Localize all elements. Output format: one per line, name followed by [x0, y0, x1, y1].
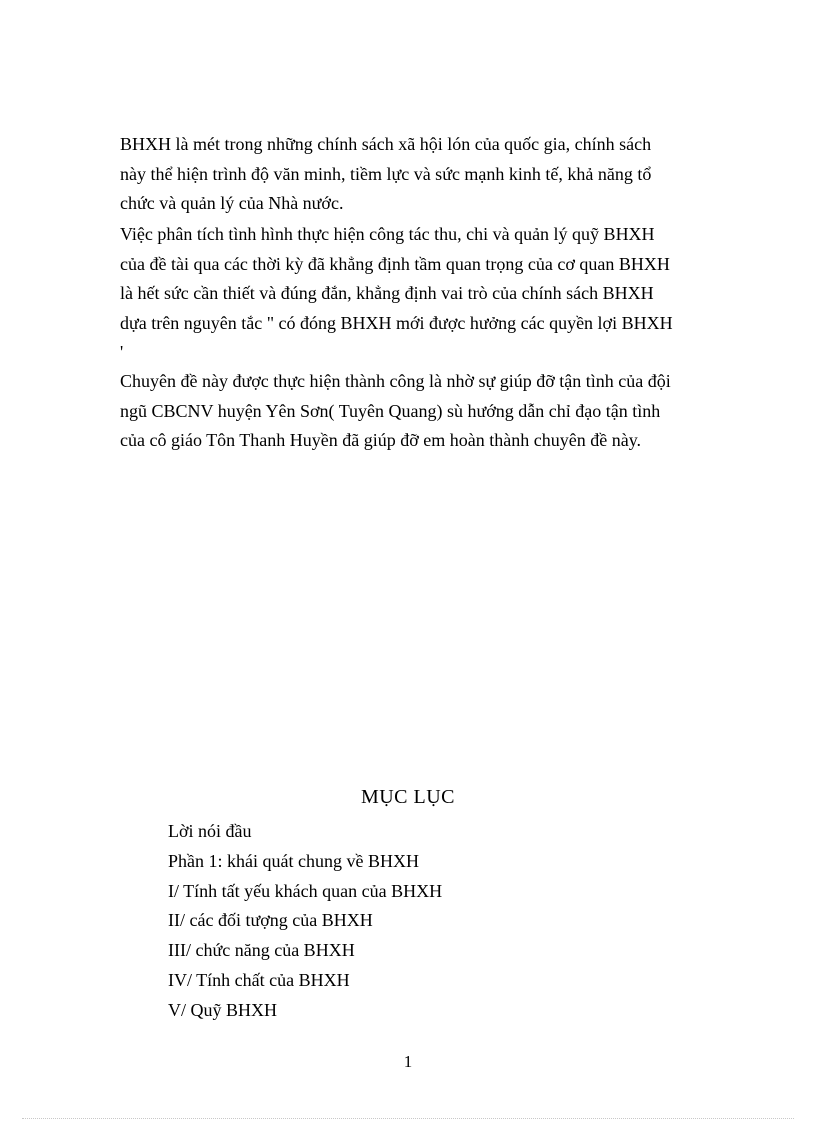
toc-heading: MỤC LỤC	[360, 786, 456, 808]
text-line: là hết sức cần thiết và đúng đắn, khẳng định vai trò của chính sách BHXH	[120, 283, 654, 303]
toc-item: IV/ Tính chất của BHXH	[168, 969, 350, 990]
text-line: của cô giáo Tôn Thanh Huyền đã giúp đỡ em hoàn thành chuyên đề này.	[120, 430, 642, 450]
table-of-contents	[168, 817, 442, 1026]
toc-item: Lời nói đầu	[168, 821, 252, 841]
page-bottom-border	[22, 1118, 794, 1119]
text-line: ngũ CBCNV huyện Yên Sơn( Tuyên Quang) sù hướng dẫn chỉ đạo tận tình	[120, 400, 661, 421]
text-line: của đề tài qua các thời kỳ đã khẳng định tầm quan trọng của cơ quan BHXH	[120, 253, 670, 274]
text-line: BHXH là mét trong những chính sách xã hội lón của quốc gia, chính sách	[120, 134, 652, 154]
toc-item: V/ Quỹ BHXH	[168, 999, 278, 1020]
text-line: '	[120, 342, 124, 362]
paragraph-acknowledgement	[120, 367, 720, 456]
text-line: Chuyên đề này được thực hiện thành công là nhờ sự giúp đỡ tận tình của đội	[120, 371, 671, 391]
text-line: Việc phân tích tình hình thực hiện công tác thu, chi và quản lý quỹ BHXH	[120, 224, 655, 244]
page-number: 1	[403, 1052, 413, 1071]
toc-item: I/ Tính tất yếu khách quan của BHXH	[168, 880, 443, 901]
text-line: chức và quản lý của Nhà nước.	[120, 193, 344, 213]
toc-item: II/ các đối tượng của BHXH	[168, 910, 373, 931]
toc-item: Phần 1: khái quát chung về BHXH	[168, 850, 419, 871]
toc-item: III/ chức năng của BHXH	[168, 940, 355, 961]
text-line: dựa trên nguyên tắc " có đóng BHXH mới được hưởng các quyền lợi BHXH	[120, 312, 673, 333]
paragraph-intro	[120, 130, 720, 219]
paragraph-analysis	[120, 220, 720, 368]
text-line: này thể hiện trình độ văn minh, tiềm lực và sức mạnh kinh tế, khả năng tổ	[120, 163, 652, 184]
